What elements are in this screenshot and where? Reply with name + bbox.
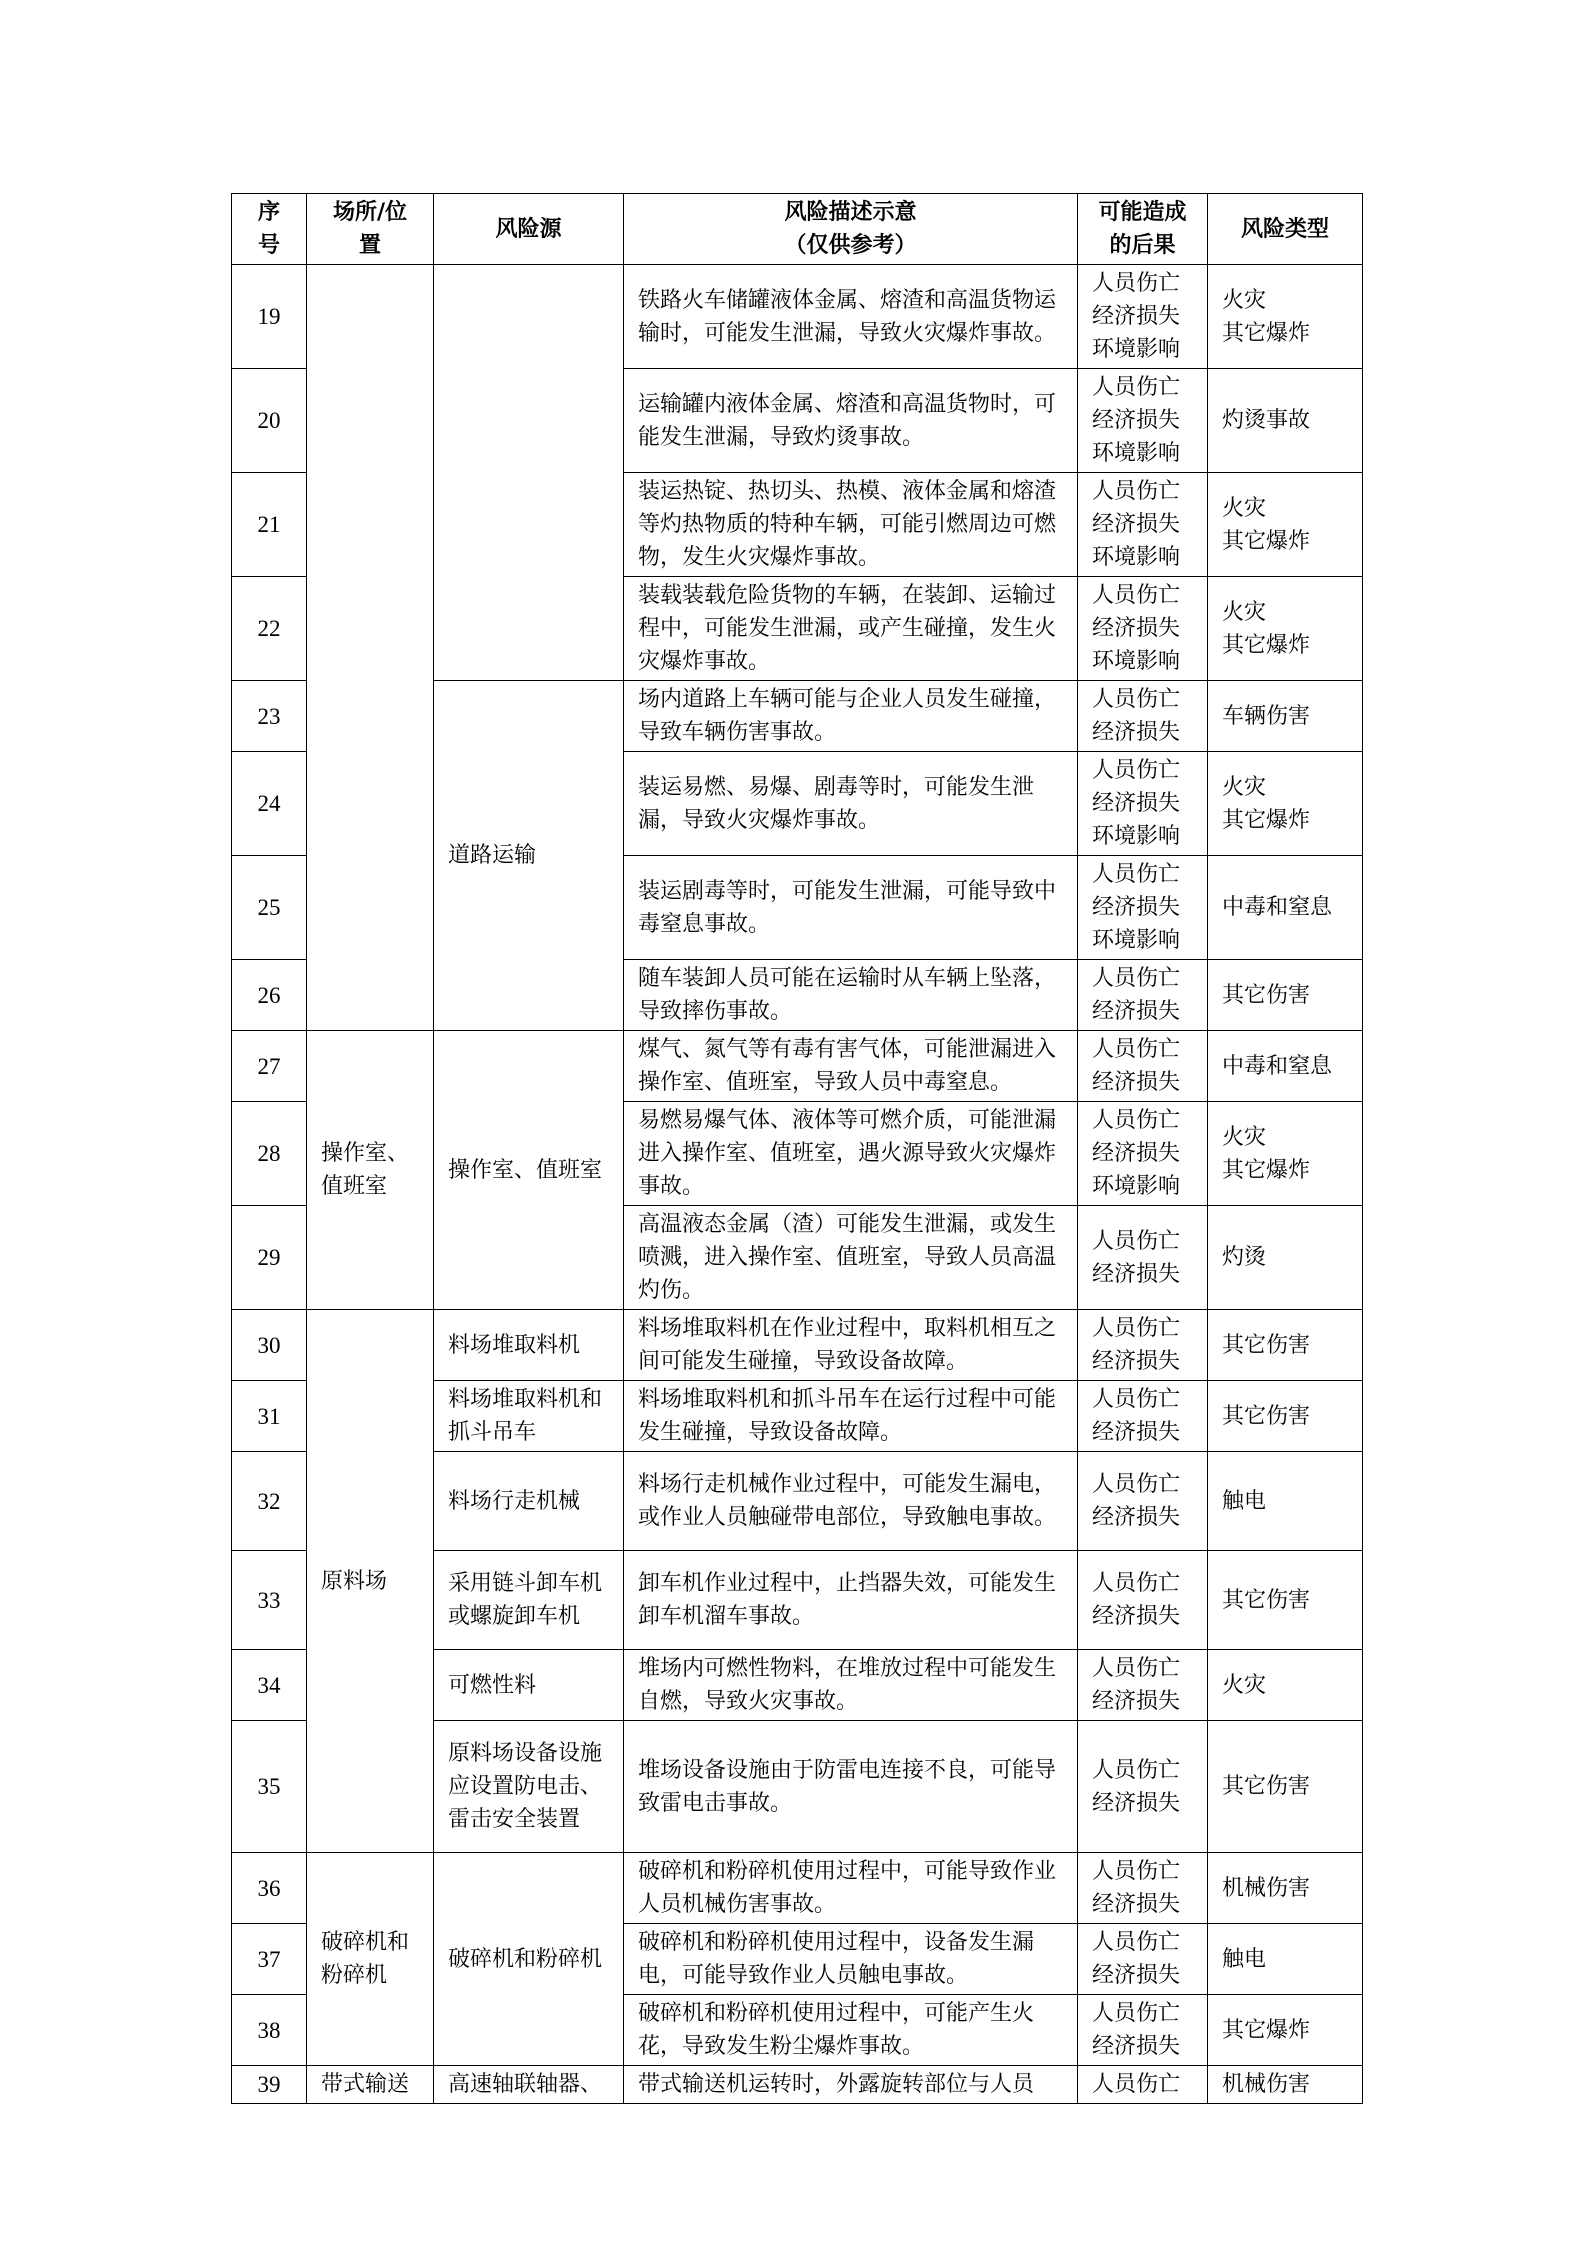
row-type: 火灾 其它爆炸	[1208, 265, 1363, 369]
location-operation-room: 操作室、 值班室	[307, 1031, 434, 1310]
row-consequence: 人员伤亡 经济损失 环境影响	[1078, 265, 1208, 369]
row-type: 其它伤害	[1208, 960, 1363, 1031]
source-coupling: 高速轴联轴器、	[434, 2066, 624, 2104]
row-no: 19	[232, 265, 307, 369]
row-description: 破碎机和粉碎机使用过程中，可能产生火花，导致发生粉尘爆炸事故。	[624, 1995, 1078, 2066]
row-description: 装运热锭、热切头、热模、液体金属和熔渣等灼热物质的特种车辆，可能引燃周边可燃物，发生火灾爆炸事故。	[624, 473, 1078, 577]
header-source: 风险源	[434, 194, 624, 265]
row-type: 触电	[1208, 1924, 1363, 1995]
source-road: 道路运输	[434, 681, 624, 1031]
row-no: 21	[232, 473, 307, 577]
row-consequence: 人员伤亡 经济损失 环境影响	[1078, 473, 1208, 577]
row-no: 31	[232, 1381, 307, 1452]
row-type: 机械伤害	[1208, 2066, 1363, 2104]
row-description: 装运剧毒等时，可能发生泄漏，可能导致中毒窒息事故。	[624, 856, 1078, 960]
location-belt: 带式输送	[307, 2066, 434, 2104]
source-unloader: 采用链斗卸车机或螺旋卸车机	[434, 1551, 624, 1650]
row-consequence: 人员伤亡 经济损失	[1078, 1206, 1208, 1310]
row-consequence: 人员伤亡 经济损失 环境影响	[1078, 856, 1208, 960]
row-description: 料场堆取料机和抓斗吊车在运行过程中可能发生碰撞，导致设备故障。	[624, 1381, 1078, 1452]
row-consequence: 人员伤亡 经济损失	[1078, 960, 1208, 1031]
row-no: 30	[232, 1310, 307, 1381]
row-type: 火灾 其它爆炸	[1208, 577, 1363, 681]
table-row	[232, 2066, 1363, 2104]
table-row	[232, 1853, 1363, 1924]
source-operation-room: 操作室、值班室	[434, 1031, 624, 1310]
row-no: 20	[232, 369, 307, 473]
row-description: 破碎机和粉碎机使用过程中，可能导致作业人员机械伤害事故。	[624, 1853, 1078, 1924]
row-description: 随车装卸人员可能在运输时从车辆上坠落，导致摔伤事故。	[624, 960, 1078, 1031]
row-description: 堆场内可燃性物料，在堆放过程中可能发生自燃，导致火灾事故。	[624, 1650, 1078, 1721]
header-description: 风险描述示意 （仅供参考）	[624, 194, 1078, 265]
row-type: 火灾 其它爆炸	[1208, 1102, 1363, 1206]
row-no: 26	[232, 960, 307, 1031]
row-type: 车辆伤害	[1208, 681, 1363, 752]
row-type: 火灾 其它爆炸	[1208, 752, 1363, 856]
row-consequence: 人员伤亡 经济损失	[1078, 1995, 1208, 2066]
row-no: 27	[232, 1031, 307, 1102]
row-consequence: 人员伤亡 经济损失	[1078, 681, 1208, 752]
row-description: 带式输送机运转时，外露旋转部位与人员	[624, 2066, 1078, 2104]
row-type: 其它伤害	[1208, 1721, 1363, 1853]
row-description: 料场堆取料机在作业过程中，取料机相互之间可能发生碰撞，导致设备故障。	[624, 1310, 1078, 1381]
row-description: 场内道路上车辆可能与企业人员发生碰撞，导致车辆伤害事故。	[624, 681, 1078, 752]
row-no: 36	[232, 1853, 307, 1924]
location-crusher: 破碎机和 粉碎机	[307, 1853, 434, 2066]
row-type: 中毒和窒息	[1208, 1031, 1363, 1102]
row-consequence: 人员伤亡 经济损失	[1078, 1381, 1208, 1452]
row-description: 破碎机和粉碎机使用过程中，设备发生漏电，可能导致作业人员触电事故。	[624, 1924, 1078, 1995]
row-description: 铁路火车储罐液体金属、熔渣和高温货物运输时，可能发生泄漏，导致火灾爆炸事故。	[624, 265, 1078, 369]
row-consequence: 人员伤亡	[1078, 2066, 1208, 2104]
row-description: 易燃易爆气体、液体等可燃介质，可能泄漏进入操作室、值班室，遇火源导致火灾爆炸事故。	[624, 1102, 1078, 1206]
row-no: 22	[232, 577, 307, 681]
table-header-row	[232, 194, 1363, 265]
row-no: 35	[232, 1721, 307, 1853]
row-consequence: 人员伤亡 经济损失 环境影响	[1078, 369, 1208, 473]
row-type: 中毒和窒息	[1208, 856, 1363, 960]
row-no: 32	[232, 1452, 307, 1551]
row-consequence: 人员伤亡 经济损失	[1078, 1310, 1208, 1381]
row-consequence: 人员伤亡 经济损失	[1078, 1031, 1208, 1102]
row-type: 其它伤害	[1208, 1381, 1363, 1452]
row-type: 触电	[1208, 1452, 1363, 1551]
row-consequence: 人员伤亡 经济损失	[1078, 1650, 1208, 1721]
row-no: 25	[232, 856, 307, 960]
source-combustible: 可燃性料	[434, 1650, 624, 1721]
row-consequence: 人员伤亡 经济损失	[1078, 1452, 1208, 1551]
source-crusher: 破碎机和粉碎机	[434, 1853, 624, 2066]
row-description: 煤气、氮气等有毒有害气体，可能泄漏进入操作室、值班室，导致人员中毒窒息。	[624, 1031, 1078, 1102]
row-no: 39	[232, 2066, 307, 2104]
location-cell-blank	[307, 265, 434, 1031]
header-type: 风险类型	[1208, 194, 1363, 265]
row-description: 料场行走机械作业过程中，可能发生漏电，或作业人员触碰带电部位，导致触电事故。	[624, 1452, 1078, 1551]
row-type: 其它伤害	[1208, 1310, 1363, 1381]
row-type: 其它爆炸	[1208, 1995, 1363, 2066]
row-no: 33	[232, 1551, 307, 1650]
row-description: 运输罐内液体金属、熔渣和高温货物时，可能发生泄漏，导致灼烫事故。	[624, 369, 1078, 473]
row-description: 高温液态金属（渣）可能发生泄漏，或发生喷溅，进入操作室、值班室，导致人员高温灼伤。	[624, 1206, 1078, 1310]
header-no: 序 号	[232, 194, 307, 265]
source-lightning: 原料场设备设施应设置防电击、雷击安全装置	[434, 1721, 624, 1853]
row-type: 灼烫	[1208, 1206, 1363, 1310]
row-no: 34	[232, 1650, 307, 1721]
row-no: 28	[232, 1102, 307, 1206]
header-location: 场所/位 置	[307, 194, 434, 265]
row-consequence: 人员伤亡 经济损失	[1078, 1853, 1208, 1924]
row-type: 火灾 其它爆炸	[1208, 473, 1363, 577]
row-type: 机械伤害	[1208, 1853, 1363, 1924]
row-no: 37	[232, 1924, 307, 1995]
row-no: 38	[232, 1995, 307, 2066]
row-consequence: 人员伤亡 经济损失	[1078, 1721, 1208, 1853]
risk-table	[231, 193, 1363, 2104]
table-row	[232, 1310, 1363, 1381]
table-row	[232, 1031, 1363, 1102]
row-description: 堆场设备设施由于防雷电连接不良，可能导致雷电击事故。	[624, 1721, 1078, 1853]
row-type: 其它伤害	[1208, 1551, 1363, 1650]
row-consequence: 人员伤亡 经济损失	[1078, 1551, 1208, 1650]
row-no: 24	[232, 752, 307, 856]
source-cell-blank	[434, 265, 624, 681]
row-consequence: 人员伤亡 经济损失 环境影响	[1078, 1102, 1208, 1206]
location-raw-yard: 原料场	[307, 1310, 434, 1853]
row-description: 卸车机作业过程中，止挡器失效，可能发生卸车机溜车事故。	[624, 1551, 1078, 1650]
row-type: 灼烫事故	[1208, 369, 1363, 473]
row-type: 火灾	[1208, 1650, 1363, 1721]
table-row	[232, 265, 1363, 369]
row-consequence: 人员伤亡 经济损失 环境影响	[1078, 577, 1208, 681]
row-description: 装载装载危险货物的车辆，在装卸、运输过程中，可能发生泄漏，或产生碰撞，发生火灾爆炸事故。	[624, 577, 1078, 681]
source-stacker-grab: 料场堆取料机和抓斗吊车	[434, 1381, 624, 1452]
row-consequence: 人员伤亡 经济损失 环境影响	[1078, 752, 1208, 856]
source-walking-machine: 料场行走机械	[434, 1452, 624, 1551]
row-consequence: 人员伤亡 经济损失	[1078, 1924, 1208, 1995]
row-description: 装运易燃、易爆、剧毒等时，可能发生泄漏，导致火灾爆炸事故。	[624, 752, 1078, 856]
row-no: 23	[232, 681, 307, 752]
source-stacker: 料场堆取料机	[434, 1310, 624, 1381]
header-consequence: 可能造成 的后果	[1078, 194, 1208, 265]
row-no: 29	[232, 1206, 307, 1310]
